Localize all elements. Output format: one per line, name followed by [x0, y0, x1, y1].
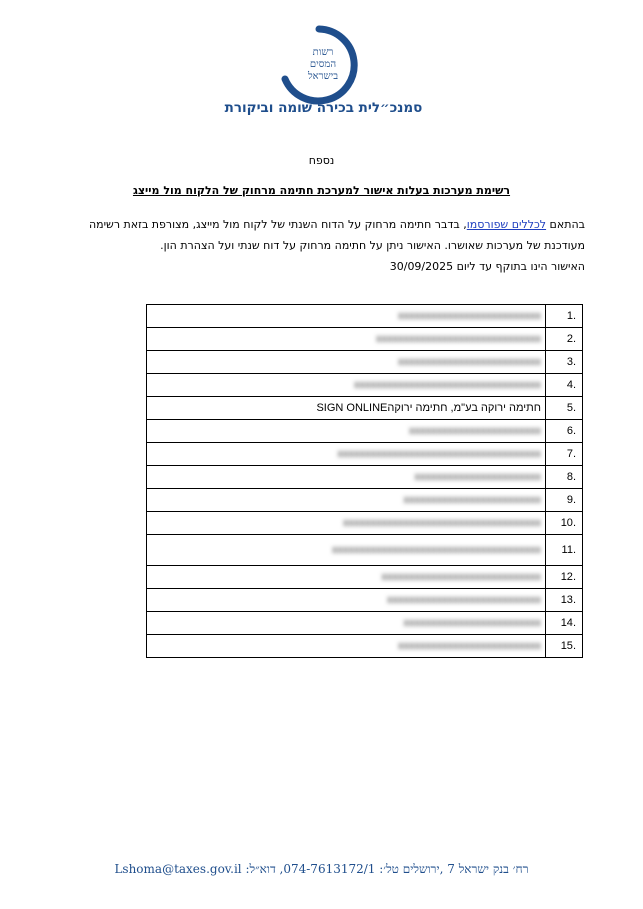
intro-prefix: בהתאם [546, 218, 585, 231]
table-row [147, 489, 583, 512]
system-name-cell [147, 466, 546, 489]
redacted-system-name: xxxxxxxxxxxxxxxxxxxxxxxxxxxxxxxxxx [354, 379, 541, 391]
table-row [147, 374, 583, 397]
intro-text [45, 214, 585, 277]
system-name-cell [147, 535, 546, 566]
footer-address: רח׳ בנק ישראל 7 ,ירושלים טל׳: 074-7613172/1, דוא״ל: Lshoma@taxes.gov.il [114, 862, 529, 876]
table-row [147, 566, 583, 589]
table-row [147, 328, 583, 351]
system-name-cell [147, 328, 546, 351]
redacted-system-name: xxxxxxxxxxxxxxxxxxxxxxxxxx [398, 356, 541, 368]
row-number: .1 [546, 305, 583, 328]
department-title: סמנכ״לית בכירה שומה וביקורת [224, 100, 423, 116]
system-name-cell [147, 512, 546, 535]
system-name-cell [147, 443, 546, 466]
row-number: .14 [546, 612, 583, 635]
published-rules-link[interactable]: לכללים שפורסמו [466, 218, 547, 231]
system-name-cell [147, 374, 546, 397]
system-name-cell [147, 612, 546, 635]
document-title: רשימת מערכות בעלות אישור למערכת חתימה מרחוק של הלקוח מול מייצג [132, 184, 511, 197]
system-name-cell [147, 635, 546, 658]
row-number: .9 [546, 489, 583, 512]
row-number: .11 [546, 535, 583, 566]
system-name-cell [147, 589, 546, 612]
redacted-system-name: xxxxxxxxxxxxxxxxxxxxxxx [414, 471, 541, 483]
table-row [147, 305, 583, 328]
logo-line-3: בישראל [307, 71, 339, 82]
row-number: .10 [546, 512, 583, 535]
table-row [147, 420, 583, 443]
intro-rest: , בדבר חתימה מרחוק על הדוח השנתי של לקוח מול מייצג, מצורפת בזאת רשימה מעודכנת של מערכות שאושרו. האישור ניתן על חתימה מרחוק על דוח שנתי ועל הצהרת הון. [88, 218, 585, 252]
row-number: .15 [546, 635, 583, 658]
intro-paragraph [45, 214, 585, 256]
row-number: .8 [546, 466, 583, 489]
redacted-system-name: xxxxxxxxxxxxxxxxxxxxxxxxxxxxxxxxxxxxx [337, 448, 541, 460]
system-name-cell [147, 397, 546, 420]
validity-line: האישור הינו בתוקף עד ליום 30/09/2025 [389, 260, 585, 273]
redacted-system-name: xxxxxxxxxxxxxxxxxxxxxxxxxxxxxx [376, 333, 541, 345]
redacted-system-name: xxxxxxxxxxxxxxxxxxxxxxxxxxxxx [381, 571, 541, 583]
row-number: .12 [546, 566, 583, 589]
row-number: .2 [546, 328, 583, 351]
logo-line-1: רשות [312, 47, 334, 58]
row-number: .5 [546, 397, 583, 420]
tax-authority-logo [279, 25, 359, 105]
table-row [147, 612, 583, 635]
system-name-cell [147, 566, 546, 589]
table-row [147, 351, 583, 374]
system-name-cell [147, 305, 546, 328]
row-number: .6 [546, 420, 583, 443]
redacted-system-name: xxxxxxxxxxxxxxxxxxxxxxxxxxxx [387, 594, 541, 606]
redacted-system-name: xxxxxxxxxxxxxxxxxxxxxxxx [409, 425, 541, 437]
system-name: חתימה ירוקה בע"מ, חתימה ירוקהSIGN ONLINE [316, 402, 541, 414]
logo-line-2: המסים [309, 59, 337, 70]
table-row [147, 635, 583, 658]
table-row [147, 535, 583, 566]
row-number: .7 [546, 443, 583, 466]
approved-systems-table [146, 304, 583, 658]
redacted-system-name: xxxxxxxxxxxxxxxxxxxxxxxxxx [398, 640, 541, 652]
table-row [147, 443, 583, 466]
redacted-system-name: xxxxxxxxxxxxxxxxxxxxxxxxx [403, 617, 541, 629]
systems-table-body [147, 305, 583, 658]
row-number: .4 [546, 374, 583, 397]
table-row [147, 589, 583, 612]
row-number: .3 [546, 351, 583, 374]
redacted-system-name: xxxxxxxxxxxxxxxxxxxxxxxxxxxxxxxxxxxx [343, 517, 541, 529]
system-name-cell [147, 420, 546, 443]
system-name-cell [147, 489, 546, 512]
row-number: .13 [546, 589, 583, 612]
table-row [147, 466, 583, 489]
table-row [147, 512, 583, 535]
redacted-system-name: xxxxxxxxxxxxxxxxxxxxxxxxx [403, 494, 541, 506]
table-row [147, 397, 583, 420]
redacted-system-name: xxxxxxxxxxxxxxxxxxxxxxxxxx [398, 310, 541, 322]
redacted-system-name: xxxxxxxxxxxxxxxxxxxxxxxxxxxxxxxxxxxxxx [332, 544, 541, 556]
system-name-cell [147, 351, 546, 374]
appendix-label: נספח [308, 154, 335, 167]
